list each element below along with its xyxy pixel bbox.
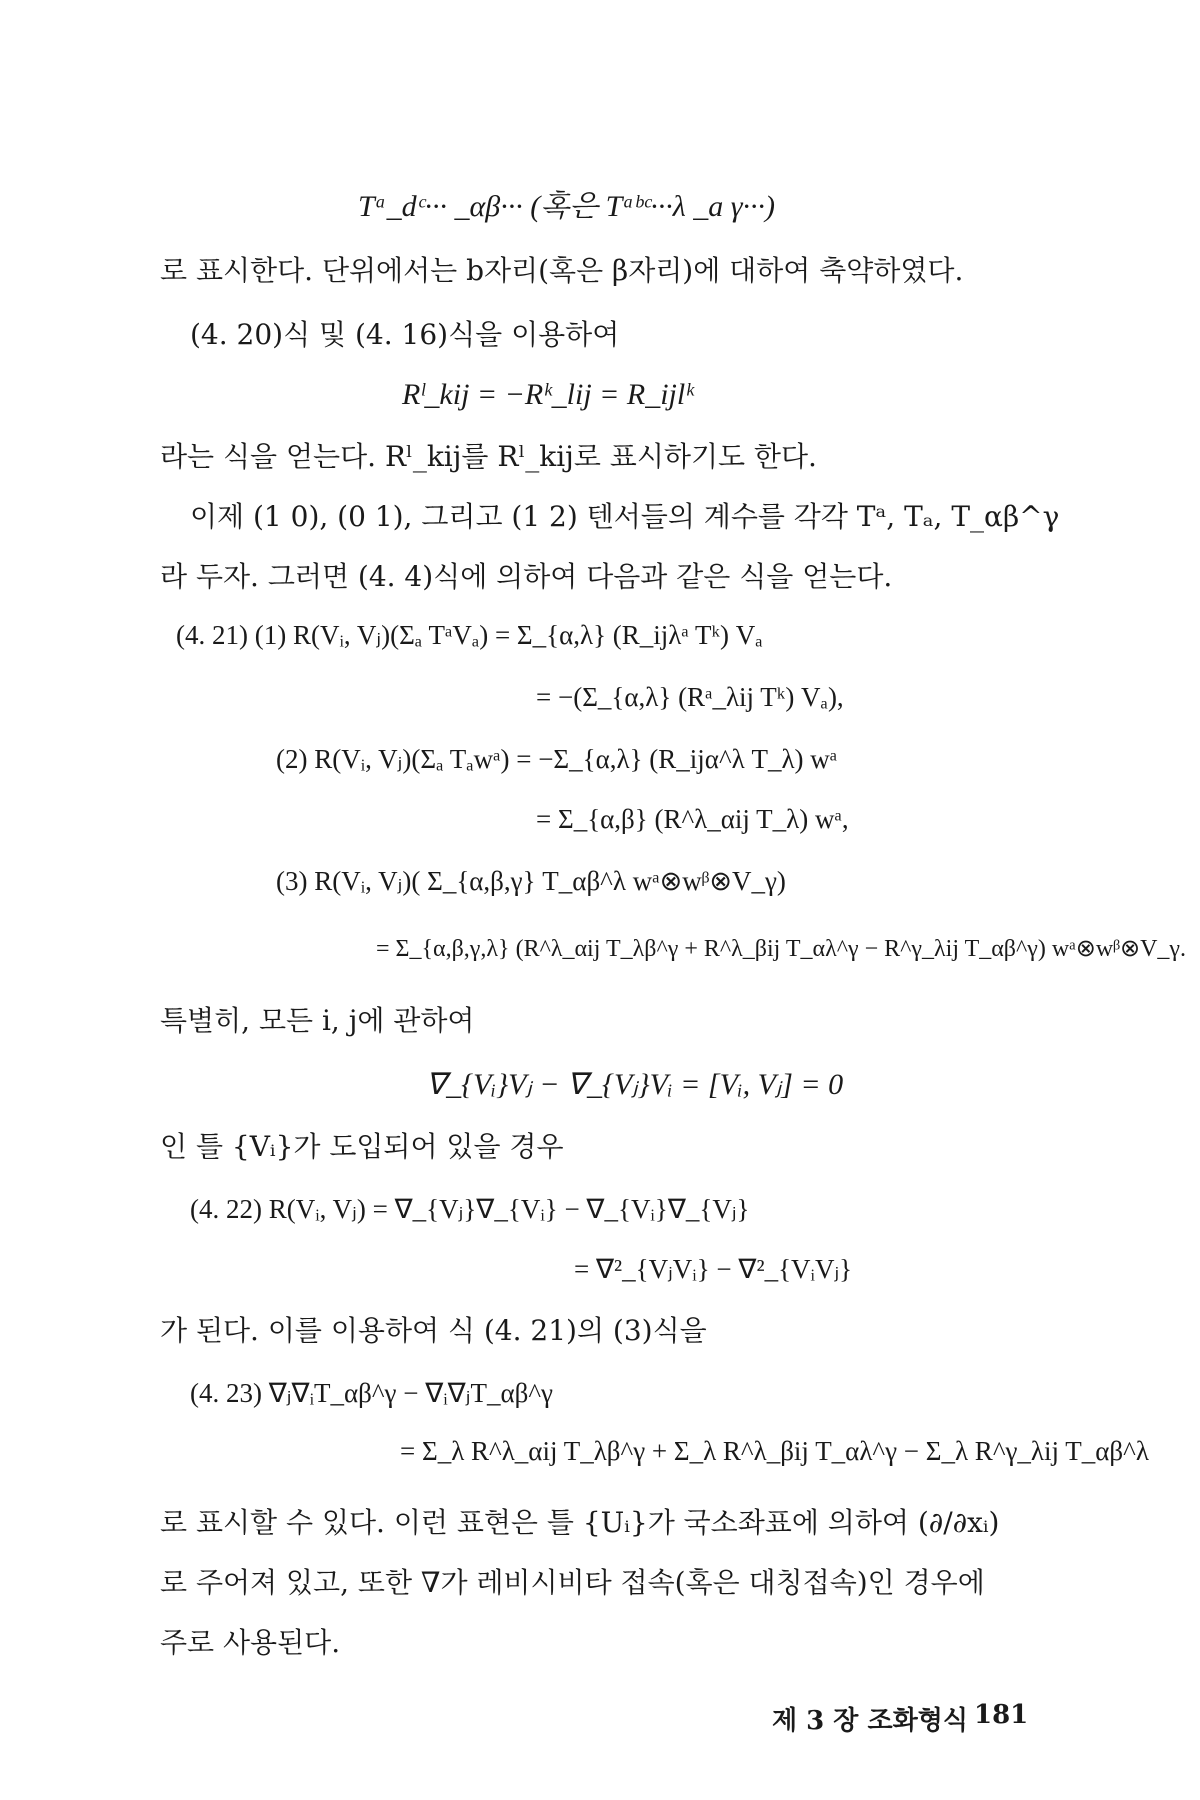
text-line: 로 표시한다. 단위에서는 b자리(혹은 β자리)에 대하여 축약하였다. <box>160 254 964 287</box>
equation-4-22: (4. 22) R(Vᵢ, Vⱼ) = ∇_{Vⱼ}∇_{Vᵢ} − ∇_{Vᵢ}∇_{Vⱼ} <box>190 1194 750 1224</box>
text-line: 라 두자. 그러면 (4. 4)식에 의하여 다음과 같은 식을 얻는다. <box>160 560 893 593</box>
equation-4-21-2b: = Σ_{α,β} (R^λ_αij T_λ) wᵃ, <box>536 804 849 834</box>
text-line: (4. 20)식 및 (4. 16)식을 이용하여 <box>190 318 620 351</box>
text-line: 이제 (1 0), (0 1), 그리고 (1 2) 텐서들의 계수를 각각 Tᵃ, Tₐ, T_αβ^γ <box>190 500 1060 533</box>
equation-4-21-1: (4. 21) (1) R(Vᵢ, Vⱼ)(Σₐ TᵃVₐ) = Σ_{α,λ} (R_ijλᵃ Tᵏ) Vₐ <box>176 620 763 650</box>
equation-4-21-2: (2) R(Vᵢ, Vⱼ)(Σₐ Tₐwᵃ) = −Σ_{α,λ} (R_ijα^λ T_λ) wᵃ <box>276 744 838 774</box>
equation-4-22b: = ∇²_{VⱼVᵢ} − ∇²_{VᵢVⱼ} <box>574 1254 853 1284</box>
equation-4-21-3: (3) R(Vᵢ, Vⱼ)( Σ_{α,β,γ} T_αβ^λ wᵃ⊗wᵝ⊗V_γ) <box>276 866 786 896</box>
page-number: 181 <box>974 1700 1029 1730</box>
chapter-footer: 제 3 장 조화형식 <box>772 1706 968 1736</box>
equation-torsion-free: ∇_{Vᵢ}Vⱼ − ∇_{Vⱼ}Vᵢ = [Vᵢ, Vⱼ] = 0 <box>426 1068 844 1101</box>
text-line: 인 틀 {Vᵢ}가 도입되어 있을 경우 <box>160 1130 564 1163</box>
text-line: 특별히, 모든 i, j에 관하여 <box>160 1004 475 1037</box>
equation-4-21-3b: = Σ_{α,β,γ,λ} (R^λ_αij T_λβ^γ + R^λ_βij T_αλ^γ − R^γ_λij T_αβ^γ) wᵃ⊗wᵝ⊗V_γ. <box>376 936 1187 962</box>
equation-4-23: (4. 23) ∇ⱼ∇ᵢT_αβ^γ − ∇ᵢ∇ⱼT_αβ^γ <box>190 1378 553 1408</box>
equation-tensor-notation: Tᵃ_dᶜ··· _αβ··· (혹은 Tᵃᵇᶜ···λ _a γ···) <box>358 190 776 223</box>
equation-4-23b: = Σ_λ R^λ_αij T_λβ^γ + Σ_λ R^λ_βij T_αλ^γ − Σ_λ R^γ_λij T_αβ^λ <box>400 1436 1149 1466</box>
text-line: 주로 사용된다. <box>160 1626 341 1659</box>
equation-4-21-1b: = −(Σ_{α,λ} (Rᵃ_λij Tᵏ) Vₐ), <box>536 682 844 712</box>
text-line: 라는 식을 얻는다. Rˡ_kij를 Rˡ_kij로 표시하기도 한다. <box>160 440 817 473</box>
equation-curvature-identity: Rˡ_kij = −Rᵏ_lij = R_ijlᵏ <box>402 378 694 411</box>
text-line: 로 표시할 수 있다. 이런 표현은 틀 {Uᵢ}가 국소좌표에 의하여 (∂/∂xᵢ) <box>160 1506 1000 1539</box>
text-line: 가 된다. 이를 이용하여 식 (4. 21)의 (3)식을 <box>160 1314 707 1347</box>
text-line: 로 주어져 있고, 또한 ∇가 레비시비타 접속(혹은 대칭접속)인 경우에 <box>160 1566 985 1599</box>
